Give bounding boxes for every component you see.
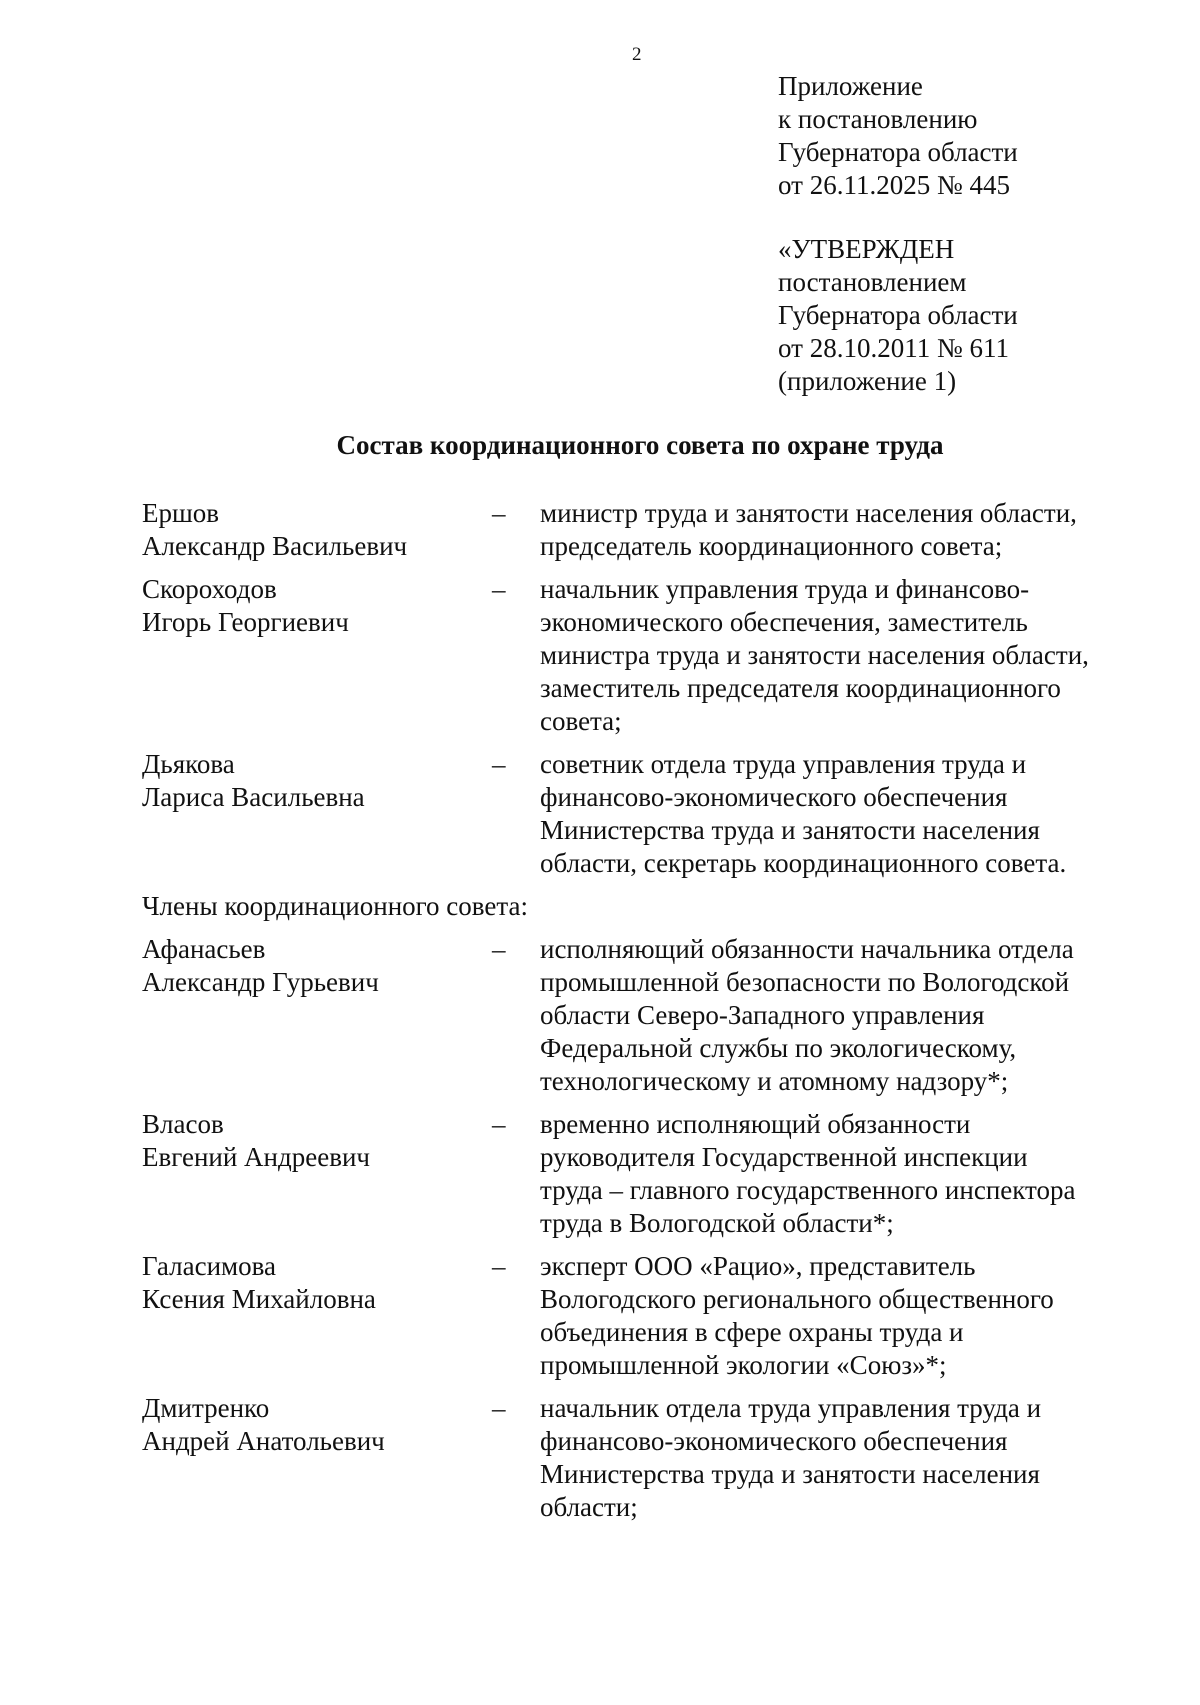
- page-number: 2: [632, 44, 642, 65]
- role-line: министра труда и занятости населения области,: [540, 640, 1089, 670]
- role-line: области, секретарь координационного совета.: [540, 848, 1067, 878]
- roster-entry: [142, 933, 1142, 1098]
- role-line: финансово-экономического обеспечения: [540, 782, 1008, 812]
- role-line: заместитель председателя координационного: [540, 673, 1061, 703]
- approval-line: от 28.10.2011 № 611: [778, 333, 1009, 363]
- roster-entry: [142, 1108, 1142, 1240]
- person-name: [142, 1250, 492, 1382]
- document-title: Состав координационного совета по охране труда: [336, 430, 944, 460]
- dash-separator: –: [492, 1251, 506, 1281]
- approval-line: постановлением: [778, 267, 967, 297]
- dash-separator: –: [492, 934, 506, 964]
- surname: Ершов: [142, 498, 220, 528]
- annex-reference-block: [778, 70, 1018, 202]
- role-line: совета;: [540, 706, 622, 736]
- role-line: технологическому и атомному надзору*;: [540, 1066, 1009, 1096]
- dash-separator: –: [492, 498, 506, 528]
- role-line: Министерства труда и занятости населения: [540, 815, 1040, 845]
- role-line: эксперт ООО «Рацио», представитель: [540, 1251, 976, 1281]
- given-names: Евгений Андреевич: [142, 1142, 370, 1172]
- council-roster: [142, 497, 1142, 1534]
- annex-line: от 26.11.2025 № 445: [778, 170, 1010, 200]
- dash-separator: –: [492, 574, 506, 604]
- person-role: [540, 933, 1142, 1098]
- surname: Дьякова: [142, 749, 235, 779]
- person-role: [540, 1392, 1142, 1524]
- role-line: руководителя Государственной инспекции: [540, 1142, 1028, 1172]
- role-line: области;: [540, 1492, 638, 1522]
- given-names: Лариса Васильевна: [142, 782, 365, 812]
- role-line: начальник управления труда и финансово-: [540, 574, 1030, 604]
- role-line: промышленной экологии «Союз»*;: [540, 1350, 947, 1380]
- given-names: Игорь Георгиевич: [142, 607, 349, 637]
- role-line: промышленной безопасности по Вологодской: [540, 967, 1070, 997]
- surname: Афанасьев: [142, 934, 266, 964]
- given-names: Александр Васильевич: [142, 531, 408, 561]
- role-line: объединения в сфере охраны труда и: [540, 1317, 964, 1347]
- role-line: советник отдела труда управления труда и: [540, 749, 1027, 779]
- roster-entry: [142, 1250, 1142, 1382]
- role-line: министр труда и занятости населения области,: [540, 498, 1077, 528]
- person-name: [142, 573, 492, 738]
- approval-stamp-block: [778, 233, 1018, 398]
- role-line: экономического обеспечения, заместитель: [540, 607, 1028, 637]
- person-role: [540, 1108, 1142, 1240]
- given-names: Ксения Михайловна: [142, 1284, 376, 1314]
- annex-line: к постановлению: [778, 104, 978, 134]
- person-role: [540, 748, 1142, 880]
- approval-line: «УТВЕРЖДЕН: [778, 234, 955, 264]
- surname: Скороходов: [142, 574, 277, 604]
- person-role: [540, 1250, 1142, 1382]
- dash-separator: –: [492, 1393, 506, 1423]
- role-line: временно исполняющий обязанности: [540, 1109, 971, 1139]
- approval-line: Губернатора области: [778, 300, 1018, 330]
- person-name: [142, 1108, 492, 1240]
- role-line: труда в Вологодской области*;: [540, 1208, 894, 1238]
- role-line: исполняющий обязанности начальника отдела: [540, 934, 1074, 964]
- role-line: председатель координационного совета;: [540, 531, 1003, 561]
- surname: Власов: [142, 1109, 224, 1139]
- surname: Дмитренко: [142, 1393, 270, 1423]
- person-role: [540, 573, 1142, 738]
- roster-entry: [142, 748, 1142, 880]
- person-name: [142, 1392, 492, 1524]
- role-line: труда – главного государственного инспектора: [540, 1175, 1076, 1205]
- annex-line: Губернатора области: [778, 137, 1018, 167]
- roster-entry: [142, 497, 1142, 563]
- role-line: финансово-экономического обеспечения: [540, 1426, 1008, 1456]
- given-names: Александр Гурьевич: [142, 967, 379, 997]
- role-line: области Северо-Западного управления: [540, 1000, 985, 1030]
- roster-entry: [142, 573, 1142, 738]
- person-name: [142, 748, 492, 880]
- role-line: Министерства труда и занятости населения: [540, 1459, 1040, 1489]
- person-name: [142, 497, 492, 563]
- role-line: Федеральной службы по экологическому,: [540, 1033, 1017, 1063]
- dash-separator: –: [492, 749, 506, 779]
- person-role: [540, 497, 1142, 563]
- surname: Галасимова: [142, 1251, 277, 1281]
- role-line: начальник отдела труда управления труда и: [540, 1393, 1042, 1423]
- approval-line: (приложение 1): [778, 366, 957, 396]
- members-section-label: Члены координационного совета:: [142, 891, 528, 921]
- person-name: [142, 933, 492, 1098]
- roster-entry: [142, 1392, 1142, 1524]
- annex-line: Приложение: [778, 71, 923, 101]
- given-names: Андрей Анатольевич: [142, 1426, 385, 1456]
- dash-separator: –: [492, 1109, 506, 1139]
- role-line: Вологодского регионального общественного: [540, 1284, 1054, 1314]
